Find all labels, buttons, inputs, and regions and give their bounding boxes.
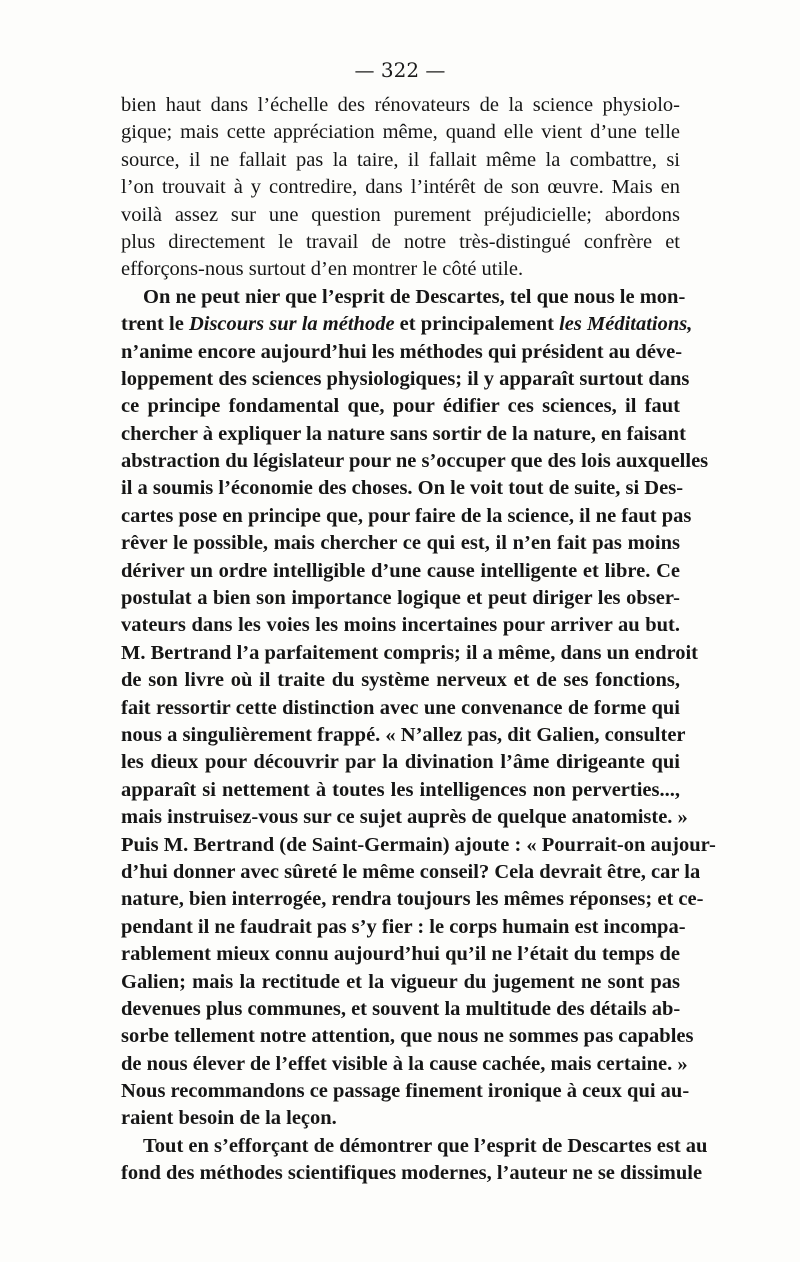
text-line-with-titles [121,311,693,338]
text-line: fait ressortir cette distinction avec une convenance de forme qui [121,696,680,719]
text-line: nature, bien interrogée, rendra toujours les mêmes réponses; et ce- [121,888,704,911]
text-line: Tout en s’efforçant de démontrer que l’esprit de Descartes est au [143,1134,708,1157]
text-line: n’anime encore aujourd’hui les méthodes qui président au déve- [121,340,683,363]
text-line: abstraction du législateur pour ne s’occuper que des lois auxquelles [121,450,709,473]
text-line: raient besoin de la leçon. [121,1107,337,1130]
text-line: sorbe tellement notre attention, que nous ne sommes pas capables [121,1025,694,1048]
book-title-meditations: les Méditations, [559,313,693,336]
text-line: apparaît si nettement à toutes les intelligences non perverties..., [121,778,680,801]
text-line: gique; mais cette appréciation même, quand elle vient d’une telle [121,121,680,144]
text-line: fond des méthodes scientifiques modernes, l’auteur ne se dissimule [121,1162,703,1185]
text-line: mais instruisez-vous sur ce sujet auprès de quelque anatomiste. » [121,806,688,829]
text-line: devenues plus communes, et souvent la multitude des détails ab- [121,997,681,1020]
body-text [121,92,716,1188]
text-fragment: trent le [121,313,189,336]
text-line: loppement des sciences physiologiques; il y apparaît surtout dans [121,367,690,390]
text-line: M. Bertrand l’a parfaitement compris; il a même, dans un endroit [121,641,698,664]
paragraph-3 [121,1133,708,1188]
text-line: postulat a bien son importance logique et peut diriger les obser- [121,587,680,610]
text-line: source, il ne fallait pas la taire, il fallait même la combattre, si [121,148,680,171]
text-line: les dieux pour découvrir par la divination l’âme dirigeante qui [121,751,680,774]
text-line: de son livre où il traite du système nerveux et de ses fonctions, [121,669,680,692]
text-line: chercher à expliquer la nature sans sortir de la nature, en faisant [121,422,686,445]
paragraph-2 [121,284,716,1133]
text-line: rêver le possible, mais chercher ce qui est, il n’en fait pas moins [121,532,680,555]
text-fragment: et principalement [394,313,560,336]
text-line: Galien; mais la rectitude et la vigueur du jugement ne sont pas [121,970,680,993]
text-line: il a soumis l’économie des choses. On le voit tout de suite, si Des- [121,477,684,500]
text-line: voilà assez sur une question purement préjudicielle; abordons [121,203,680,226]
page-number: — 322 — [354,58,446,82]
text-line: Puis M. Bertrand (de Saint-Germain) ajoute : « Pourrait-on aujour- [121,833,716,856]
text-line: Nous recommandons ce passage finement ironique à ceux qui au- [121,1080,690,1103]
text-line: d’hui donner avec sûreté le même conseil? Cela devrait être, car la [121,860,701,883]
text-line: cartes pose en principe que, pour faire de la science, il ne faut pas [121,504,692,527]
text-line: ce principe fondamental que, pour édifier ces sciences, il faut [121,395,680,418]
text-line: bien haut dans l’échelle des rénovateurs de la science physiolo- [121,94,680,116]
text-line: On ne peut nier que l’esprit de Descartes, tel que nous le mon- [143,285,686,308]
book-title-discours: Discours sur la méthode [188,313,395,336]
text-line: efforçons-nous surtout d’en montrer le côté utile. [121,258,524,281]
text-line: nous a singulièrement frappé. « N’allez pas, dit Galien, consulter [121,723,686,746]
text-line: l’on trouvait à y contredire, dans l’intérêt de son œuvre. Mais en [121,176,680,199]
text-line: pendant il ne faudrait pas s’y fier : le corps humain est incompa- [121,915,686,938]
paragraph-1 [121,92,680,284]
text-line: vateurs dans les voies les moins incertaines pour arriver au but. [121,614,680,637]
text-line: rablement mieux connu aujourd’hui qu’il ne l’était du temps de [121,943,680,966]
text-line: plus directement le travail de notre très-distingué confrère et [121,230,680,253]
text-line: de nous élever de l’effet visible à la cause cachée, mais certaine. » [121,1052,688,1075]
text-line: dériver un ordre intelligible d’une cause intelligente et libre. Ce [121,559,680,582]
